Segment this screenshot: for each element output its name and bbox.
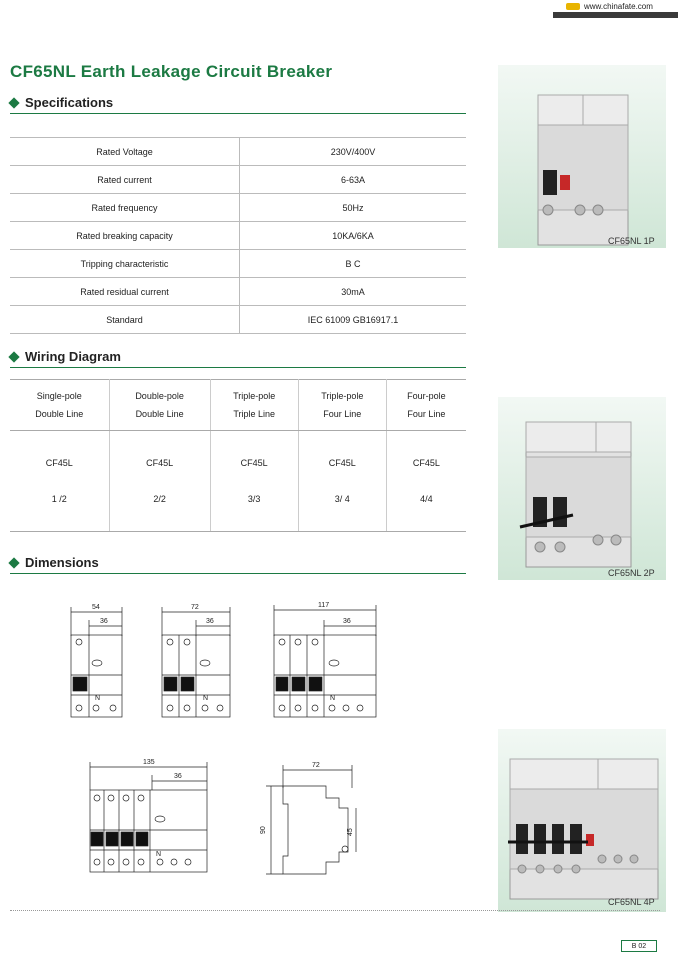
wiring-model: CF45L 1 /2 xyxy=(10,431,109,532)
wiring-type: Triple-pole Four Line xyxy=(298,380,386,431)
photo-caption-4p: CF65NL 4P xyxy=(608,897,655,907)
dimension-drawings xyxy=(0,590,470,890)
dim-label: 90 xyxy=(260,826,267,834)
dim-label: N xyxy=(95,695,101,702)
section-heading-specifications: Specifications xyxy=(10,95,113,110)
photo-caption-2p: CF65NL 2P xyxy=(608,568,655,578)
dimension-drawing-2p xyxy=(162,604,230,717)
dimension-drawing-1p xyxy=(71,604,122,717)
wiring-type: Single-pole Double Line xyxy=(10,380,109,431)
wiring-model: CF45L 2/2 xyxy=(109,431,210,532)
dimension-drawing-side xyxy=(260,762,356,874)
site-url xyxy=(566,2,653,11)
table-row xyxy=(10,431,466,532)
diamond-bullet-icon xyxy=(8,351,19,362)
table-row: Rated residual current 30mA xyxy=(10,278,466,306)
table-row: Standard IEC 61009 GB16917.1 xyxy=(10,306,466,334)
dim-label: 36 xyxy=(174,773,182,780)
breaker-2p-image xyxy=(498,397,666,580)
section-divider xyxy=(10,573,466,574)
wiring-model: CF45L 3/3 xyxy=(210,431,298,532)
brand-logo-icon xyxy=(566,3,580,10)
table-row: Rated frequency 50Hz xyxy=(10,194,466,222)
dimension-drawing-4p xyxy=(90,759,207,872)
site-url-text: www.chinafate.com xyxy=(584,2,653,11)
header-rule xyxy=(553,12,678,18)
product-photo-4p xyxy=(498,729,666,912)
dim-label: N xyxy=(156,851,162,858)
page-number: B 02 xyxy=(621,940,657,952)
wiring-model: CF45L 4/4 xyxy=(386,431,466,532)
breaker-4p-image xyxy=(498,729,666,912)
photo-caption-1p: CF65NL 1P xyxy=(608,236,655,246)
section-heading-dimensions: Dimensions xyxy=(10,555,99,570)
wiring-type: Four-pole Four Line xyxy=(386,380,466,431)
wiring-model: CF45L 3/ 4 xyxy=(298,431,386,532)
dim-label: 72 xyxy=(191,604,199,611)
section-heading-wiring: Wiring Diagram xyxy=(10,349,121,364)
wiring-table xyxy=(10,379,466,532)
wiring-type: Double-pole Double Line xyxy=(109,380,210,431)
footer-divider xyxy=(10,910,660,912)
table-row xyxy=(10,380,466,431)
section-divider xyxy=(10,113,466,114)
dim-label: 45 xyxy=(347,828,354,836)
dim-label: N xyxy=(330,695,336,702)
dim-label: N xyxy=(203,695,209,702)
wiring-type: Triple-pole Triple Line xyxy=(210,380,298,431)
dim-label: 117 xyxy=(318,602,330,609)
table-row: Tripping characteristic B C xyxy=(10,250,466,278)
dim-label: 72 xyxy=(312,762,320,769)
dim-label: 54 xyxy=(92,604,100,611)
diamond-bullet-icon xyxy=(8,557,19,568)
dim-label: 135 xyxy=(143,759,155,766)
product-photo-2p xyxy=(498,397,666,580)
breaker-1p-image xyxy=(498,65,666,248)
table-row: Rated Voltage 230V/400V xyxy=(10,138,466,166)
section-divider xyxy=(10,367,466,368)
dimension-drawing-3p xyxy=(274,602,376,717)
dim-label: 36 xyxy=(206,618,214,625)
table-row: Rated current 6-63A xyxy=(10,166,466,194)
specifications-table xyxy=(10,137,466,334)
product-photo-1p xyxy=(498,65,666,248)
diamond-bullet-icon xyxy=(8,97,19,108)
dim-label: 36 xyxy=(100,618,108,625)
dim-label: 36 xyxy=(343,618,351,625)
page-title: CF65NL Earth Leakage Circuit Breaker xyxy=(10,62,333,81)
table-row: Rated breaking capacity 10KA/6KA xyxy=(10,222,466,250)
